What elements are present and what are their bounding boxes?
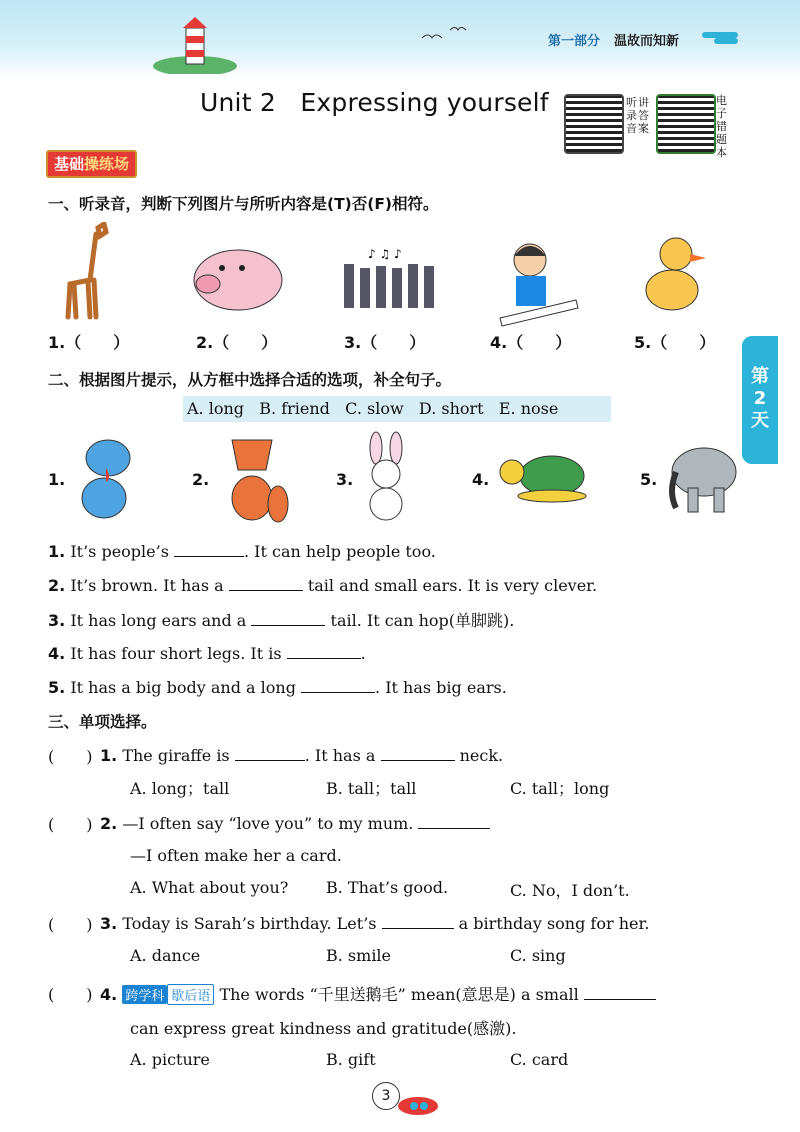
- sentence-2-text-a: It’s brown. It has a: [70, 576, 229, 595]
- listen-item-1[interactable]: 1.（ ）: [48, 333, 130, 352]
- seagull-icon: [420, 22, 470, 44]
- q1-stem: [100, 744, 503, 765]
- qr-label-audio: 听讲录答音案: [626, 96, 650, 135]
- sentence-1-text-a: It’s people’s: [70, 542, 174, 561]
- side-tab-line2: 2: [753, 388, 767, 409]
- boy-writing-picture: [490, 238, 580, 328]
- sentence-3-number: 3.: [48, 611, 66, 630]
- q4-option-b[interactable]: B. gift: [326, 1050, 376, 1069]
- submarine-icon: [394, 1090, 442, 1116]
- elephant-picture: [660, 438, 740, 518]
- q2-answer-paren[interactable]: ( ): [48, 815, 93, 834]
- pic-label-1: 1.: [48, 470, 66, 489]
- qr-label-error-book: 电子错题本: [716, 94, 727, 159]
- q1-text-b: . It has a: [304, 746, 381, 765]
- basic-practice-tag: [46, 150, 137, 178]
- q3-stem: [100, 912, 649, 933]
- q3-text-b: a birthday song for her.: [453, 914, 650, 933]
- q1-option-c[interactable]: C. tall；long: [510, 779, 610, 798]
- q4-option-a[interactable]: A. picture: [130, 1050, 210, 1069]
- q1-blank-1[interactable]: [235, 744, 305, 761]
- q1-blank-2[interactable]: [381, 744, 455, 761]
- sentence-4-text-b: .: [360, 644, 366, 663]
- q1-option-b[interactable]: B. tall；tall: [326, 779, 417, 798]
- sentence-3-text-b: tail. It can hop(单脚跳).: [325, 611, 515, 630]
- tag-part2: 操练场: [84, 155, 130, 173]
- q4-answer-paren[interactable]: ( ): [48, 985, 93, 1004]
- pic-label-3: 3.: [336, 470, 354, 489]
- q4-option-c[interactable]: C. card: [510, 1050, 569, 1069]
- q2-stem: [100, 812, 490, 833]
- sentence-5: [48, 676, 507, 697]
- q2-number: 2.: [100, 814, 118, 833]
- page-number-badge: [372, 1080, 442, 1116]
- word-options-box: A. long B. friend C. slow D. short E. nose: [183, 396, 611, 422]
- turtle-picture: [492, 448, 592, 508]
- q2-option-c[interactable]: C. No，I don’t.: [510, 881, 630, 900]
- duck-picture: [636, 232, 716, 322]
- header-band: [0, 0, 800, 78]
- section3-heading: 三、单项选择。: [48, 713, 157, 731]
- q2-reply: —I often make her a card.: [130, 846, 342, 865]
- unit-title: Unit 2 Expressing yourself: [200, 88, 549, 117]
- q3-option-b[interactable]: B. smile: [326, 946, 392, 965]
- q1-answer-paren[interactable]: ( ): [48, 747, 93, 766]
- q2-text-a: —I often say “love you” to my mum.: [122, 814, 419, 833]
- pic-label-2: 2.: [192, 470, 210, 489]
- q2-blank[interactable]: [418, 812, 490, 829]
- sentence-5-text-b: . It has big ears.: [375, 678, 507, 697]
- side-tab-line1: 第: [751, 366, 769, 387]
- sentence-2: [48, 574, 597, 595]
- q1-number: 1.: [100, 746, 118, 765]
- listen-item-5[interactable]: 5.（ ）: [634, 333, 716, 352]
- pig-picture: [186, 240, 286, 320]
- sentence-5-text-a: It has a big body and a long: [70, 678, 302, 697]
- giraffe-picture: [60, 222, 120, 322]
- sentence-5-number: 5.: [48, 678, 66, 697]
- sentence-2-text-b: tail and small ears. It is very clever.: [302, 576, 598, 595]
- dog-picture: [66, 432, 146, 522]
- sentence-5-blank[interactable]: [301, 676, 375, 693]
- sentence-3-text-a: It has long ears and a: [70, 611, 252, 630]
- sentence-4-text-a: It has four short legs. It is: [70, 644, 287, 663]
- q3-answer-paren[interactable]: ( ): [48, 915, 93, 934]
- sentence-4-blank[interactable]: [287, 642, 361, 659]
- corner-logo-icon: [700, 26, 740, 50]
- sentence-4: [48, 642, 366, 663]
- sentence-1-number: 1.: [48, 542, 66, 561]
- cross-subject-tag: 跨学科: [122, 985, 167, 1004]
- q3-option-a[interactable]: A. dance: [130, 946, 201, 965]
- listen-item-3[interactable]: 3.（ ）: [344, 333, 426, 352]
- lighthouse-illustration: [150, 14, 240, 74]
- listen-item-2[interactable]: 2.（ ）: [196, 333, 278, 352]
- sentence-2-number: 2.: [48, 576, 66, 595]
- pic-label-5: 5.: [640, 470, 658, 489]
- listen-item-4[interactable]: 4.（ ）: [490, 333, 572, 352]
- q3-text-a: Today is Sarah’s birthday. Let’s: [122, 914, 382, 933]
- section2-heading: 二、根据图片提示，从方框中选择合适的选项，补全句子。: [48, 371, 452, 389]
- q3-option-c[interactable]: C. sing: [510, 946, 566, 965]
- svg-text:♪ ♫ ♪: ♪ ♫ ♪: [368, 247, 402, 261]
- q4-text-a: The words “千里送鹅毛” mean(意思是) a small: [219, 985, 584, 1004]
- section1-heading: 一、听录音，判断下列图片与所听内容是(T)否(F)相符。: [48, 195, 439, 213]
- qr-code-error-book[interactable]: [656, 94, 716, 154]
- q1-text-c: neck.: [454, 746, 504, 765]
- sentence-2-blank[interactable]: [229, 574, 303, 591]
- sentence-3: [48, 608, 514, 631]
- xiehouyu-tag: 歇后语: [167, 984, 214, 1005]
- day-side-tab: [742, 336, 778, 464]
- q2-option-b[interactable]: B. That’s good.: [326, 878, 449, 897]
- side-tab-line3: 天: [751, 410, 769, 431]
- q4-blank[interactable]: [584, 983, 656, 1000]
- page-number: 3: [372, 1082, 400, 1110]
- q4-text-b: can express great kindness and gratitude(感激).: [130, 1019, 517, 1038]
- children-singing-picture: [338, 244, 438, 324]
- q1-option-a[interactable]: A. long；tall: [130, 779, 230, 798]
- section-subtitle: 温故而知新: [614, 34, 680, 49]
- q4-number: 4.: [100, 985, 118, 1004]
- sentence-3-blank[interactable]: [251, 609, 325, 626]
- qr-code-audio[interactable]: [564, 94, 624, 154]
- pic-label-4: 4.: [472, 470, 490, 489]
- rabbit-picture: [356, 430, 416, 525]
- sentence-4-number: 4.: [48, 644, 66, 663]
- sentence-1-blank[interactable]: [174, 540, 244, 557]
- tag-part1: 基础: [54, 155, 85, 173]
- fox-picture: [212, 430, 292, 525]
- q4-stem: [100, 982, 656, 1005]
- q1-text-a: The giraffe is: [122, 746, 235, 765]
- q3-blank[interactable]: [382, 912, 454, 929]
- q2-option-a[interactable]: A. What about you?: [130, 878, 289, 897]
- sentence-1: [48, 540, 436, 561]
- q3-number: 3.: [100, 914, 118, 933]
- sentence-1-text-b: . It can help people too.: [244, 542, 436, 561]
- section-label: 第一部分: [548, 34, 601, 49]
